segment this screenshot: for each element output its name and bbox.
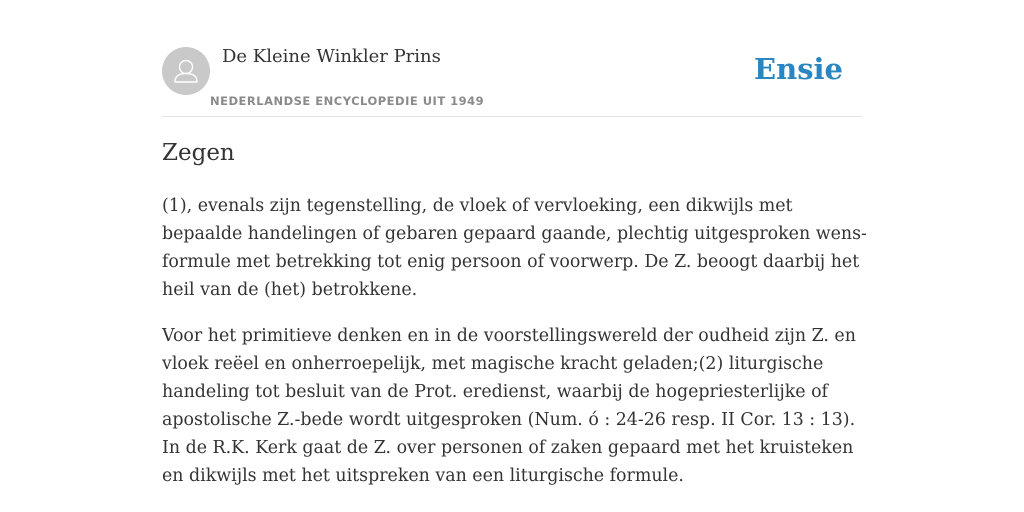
article-title: Zegen — [162, 140, 235, 166]
user-icon — [162, 47, 210, 95]
paragraph: (1), evenals zijn tegenstelling, de vloek of vervloeking, een dikwijls met bepaalde handelingen of gebaren gepaard gaande, plechtig uitgesproken wens-formule met betrekking tot enig persoon of voorwerp. De Z. beoogt daarbij het heil van de (het) betrokkene. — [162, 196, 867, 300]
header — [162, 0, 862, 117]
source-subtitle: NEDERLANDSE ENCYCLOPEDIE UIT 1949 — [210, 94, 485, 108]
source-title[interactable]: De Kleine Winkler Prins — [222, 46, 441, 67]
paragraph: Voor het primitieve denken en in de voorstellingswereld der oudheid zijn Z. en vloek reëel en onherroepelijk, met magische kracht geladen;(2) liturgische handeling tot besluit van de Prot. eredienst, waarbij de hogepriesterlijke of apostolische Z.-bede wordt uitgesproken (Num. ó : 24-26 resp. II Cor. 13 : 13). In de R.K. Kerk gaat de Z. over personen of zaken gepaard met het kruisteken en dikwijls met het uitspreken van een liturgische formule. — [162, 326, 856, 486]
brand-logo[interactable]: Ensie — [754, 52, 843, 86]
page — [162, 0, 867, 486]
avatar[interactable] — [162, 47, 210, 95]
article-body — [162, 192, 868, 508]
